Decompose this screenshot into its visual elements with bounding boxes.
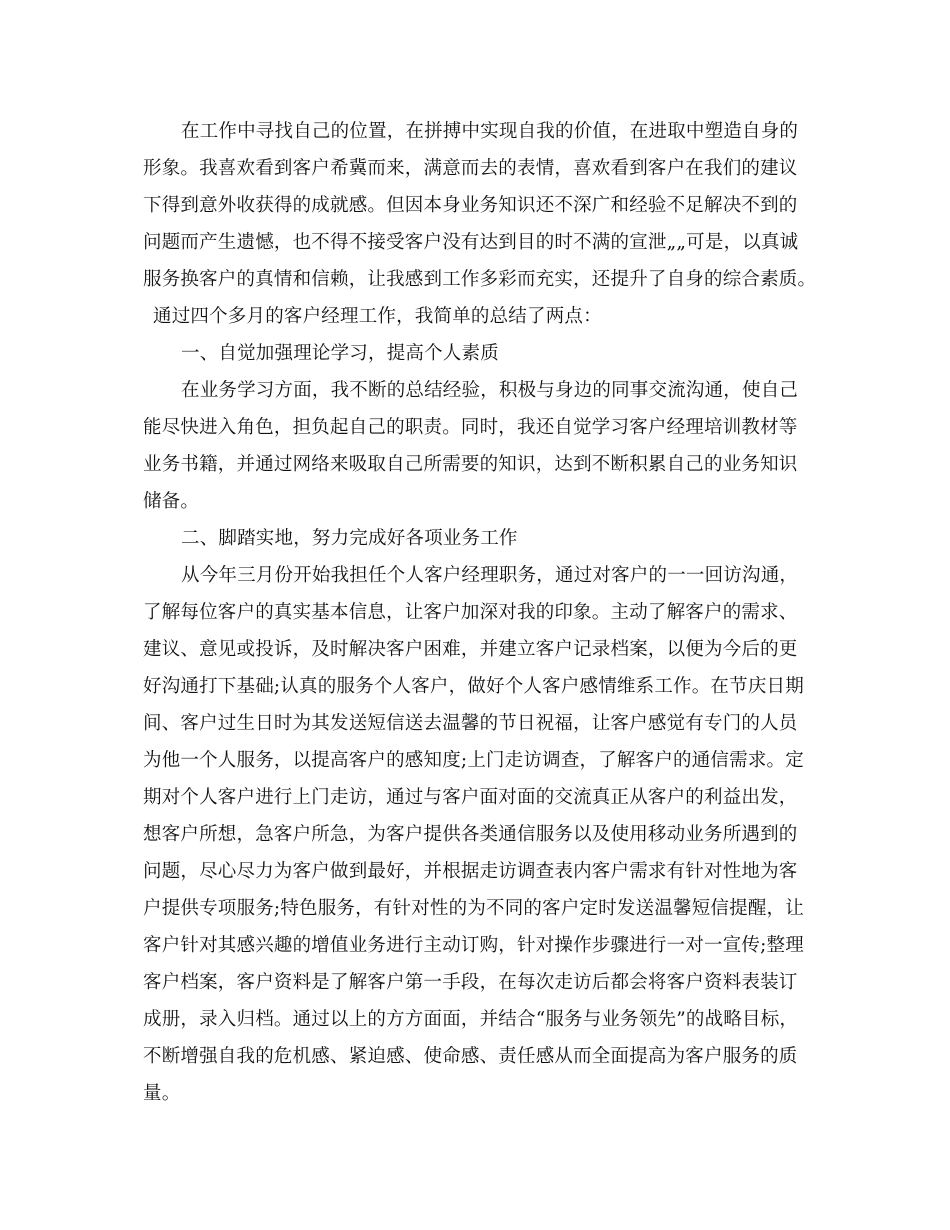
- text-line: 储备。: [143, 491, 200, 512]
- text-line: 从今年三月份开始我担任个人客户经理职务，通过对客户的一一回访沟通，: [181, 565, 799, 586]
- text-line: 在工作中寻找自己的位置，在拼搏中实现自我的价值，在进取中塑造自身的: [181, 121, 799, 142]
- text-line: 好沟通打下基础;认真的服务个人客户，做好个人客户感情维系工作。在节庆日期: [143, 676, 804, 697]
- text-line: 业务书籍，并通过网络来吸取自己所需要的知识，达到不断积累自己的业务知识: [143, 454, 798, 475]
- text-line: 问题，尽心尽力为客户做到最好，并根据走访调查表内客户需求有针对性地为客: [143, 861, 798, 882]
- text-line: 成册，录入归档。通过以上的方方面面，并结合“服务与业务领先”的战略目标，: [143, 1009, 799, 1030]
- text-line: 在业务学习方面，我不断的总结经验，积极与身边的同事交流沟通，使自己: [181, 380, 799, 401]
- text-line: 问题而产生遗憾，也不得不接受客户没有达到目的时不满的宣泄„„可是，以真诚: [143, 232, 799, 253]
- text-line: 间、客户过生日时为其发送短信送去温馨的节日祝福，让客户感觉有专门的人员: [143, 713, 798, 734]
- text-line: 量。: [143, 1083, 181, 1104]
- section-heading: 二、脚踏实地，努力完成好各项业务工作: [181, 528, 518, 549]
- text-line: 服务换客户的真情和信赖，让我感到工作多彩而充实，还提升了自身的综合素质。: [143, 269, 817, 290]
- text-line: 了解每位客户的真实基本信息，让客户加深对我的印象。主动了解客户的需求、: [143, 602, 798, 623]
- section-heading: 一、自觉加强理论学习，提高个人素质: [181, 343, 499, 364]
- text-line: 想客户所想，急客户所急，为客户提供各类通信服务以及使用移动业务所遇到的: [143, 824, 798, 845]
- text-line: 通过四个多月的客户经理工作，我简单的总结了两点：: [153, 306, 602, 327]
- text-line: 形象。我喜欢看到客户希冀而来，满意而去的表情，喜欢看到客户在我们的建议: [143, 158, 798, 179]
- text-line: 不断增强自我的危机感、紧迫感、使命感、责任感从而全面提高为客户服务的质: [143, 1046, 798, 1067]
- text-line: 户提供专项服务;特色服务，有针对性的为不同的客户定时发送温馨短信提醒，让: [143, 898, 804, 919]
- text-line: 客户档案，客户资料是了解客户第一手段，在每次走访后都会将客户资料表装订: [143, 972, 798, 993]
- text-line: 期对个人客户进行上门走访，通过与客户面对面的交流真正从客户的利益出发，: [143, 787, 798, 808]
- text-line: 能尽快进入角色，担负起自己的职责。同时，我还自觉学习客户经理培训教材等: [143, 417, 798, 438]
- text-line: 为他一个人服务，以提高客户的感知度;上门走访调查，了解客户的通信需求。定: [143, 750, 804, 771]
- text-line: 下得到意外收获得的成就感。但因本身业务知识还不深广和经验不足解决不到的: [143, 195, 798, 216]
- text-line: 建议、意见或投诉，及时解决客户困难，并建立客户记录档案，以便为今后的更: [143, 639, 798, 660]
- text-line: 客户针对其感兴趣的增值业务进行主动订购，针对操作步骤进行一对一宣传;整理: [143, 935, 804, 956]
